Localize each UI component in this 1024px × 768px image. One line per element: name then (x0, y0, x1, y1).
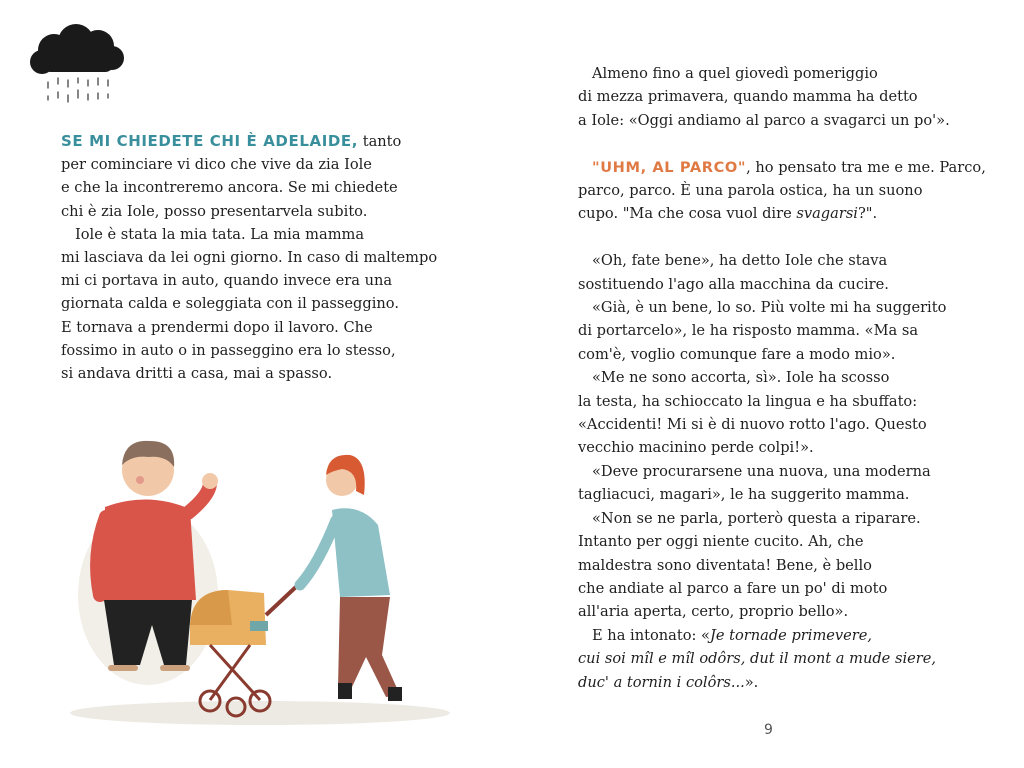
page-number: 9 (764, 722, 773, 738)
chapter-heading: SE MI CHIEDETE CHI È ADELAIDE, (61, 132, 359, 150)
iole-figure (78, 441, 218, 685)
paragraph-uhm: "UHM, AL PARCO", ho pensato tra me e me. Parco, (592, 158, 986, 176)
paragraph-1: SE MI CHIEDETE CHI È ADELAIDE, tanto (61, 132, 402, 150)
song-line-1: E ha intonato: «Je tornade primevere, (592, 626, 873, 644)
song-line-3: duc' a tornin i colôrs...». (578, 673, 759, 691)
uhm-heading: "UHM, AL PARCO" (592, 158, 747, 176)
mother-figure (300, 455, 402, 701)
right-body-text: Almeno fino a quel giovedì pomeriggio di mezza primavera, quando mamma ha detto a Iole: «Oggi andiamo al parco a svagarci un po'». "UHM, AL PARCO", ho pensato tra me e me. Parco, parco, parco. È una parola ostica, ha un suono cupo. "Ma che cosa vuol dire svagarsi?". «Oh, fate bene», ha detto Iole che stava sostituendo l'ago alla macchina da cucire. «Già, è un bene, lo so. Più volte mi ha suggerito di portarcelo», le ha risposto mamma. «Ma sa com'è, voglio comunque fare a modo mio». «Me ne sono accorta, sì». Iole ha scosso la testa, ha schioccato la lingua e ha sbuffato: «Accidenti! Mi si è di nuovo rotto l'ago. Questo vecchio macinino perde colpi!». «Deve procurarsene una nuova, una moderna tagliacuci, magari», le ha suggerito mamma. «Non se ne parla, porterò questa a riparare. Intanto per oggi niente cucito. Ah, che maldestra sono diventata! Bene, è bello che andiate al parco a fare un po' di moto all'aria aperta, certo, proprio bello». E ha intonato: «Je tornade primevere, cui soi mîl e mîl odôrs, dut il mont a mude siere, duc' a tornin i colôrs...». (578, 62, 998, 694)
illustration-iole-and-mother-with-stroller (60, 425, 460, 735)
left-body-text: SE MI CHIEDETE CHI È ADELAIDE, tanto per cominciare vi dico che vive da zia Iole e che la incontreremo ancora. Se mi chiedete chi è zia Iole, posso presentarvela subito. Iole è stata la mia tata. La mia mamma mi lasciava da lei ogni giorno. In caso di maltempo mi ci portava in auto, quando invece era una giornata calda e soleggiata con il passeggino. E tornava a prendermi dopo il lavoro. Che fossimo in auto o in passeggino era lo stesso, si andava dritti a casa, mai a spasso. (61, 130, 481, 385)
right-page (512, 0, 1024, 768)
song-line-2: cui soi mîl e mîl odôrs, dut il mont a mude siere, (578, 650, 937, 668)
rain-cloud-icon (26, 20, 130, 120)
stroller-figure (190, 585, 298, 716)
